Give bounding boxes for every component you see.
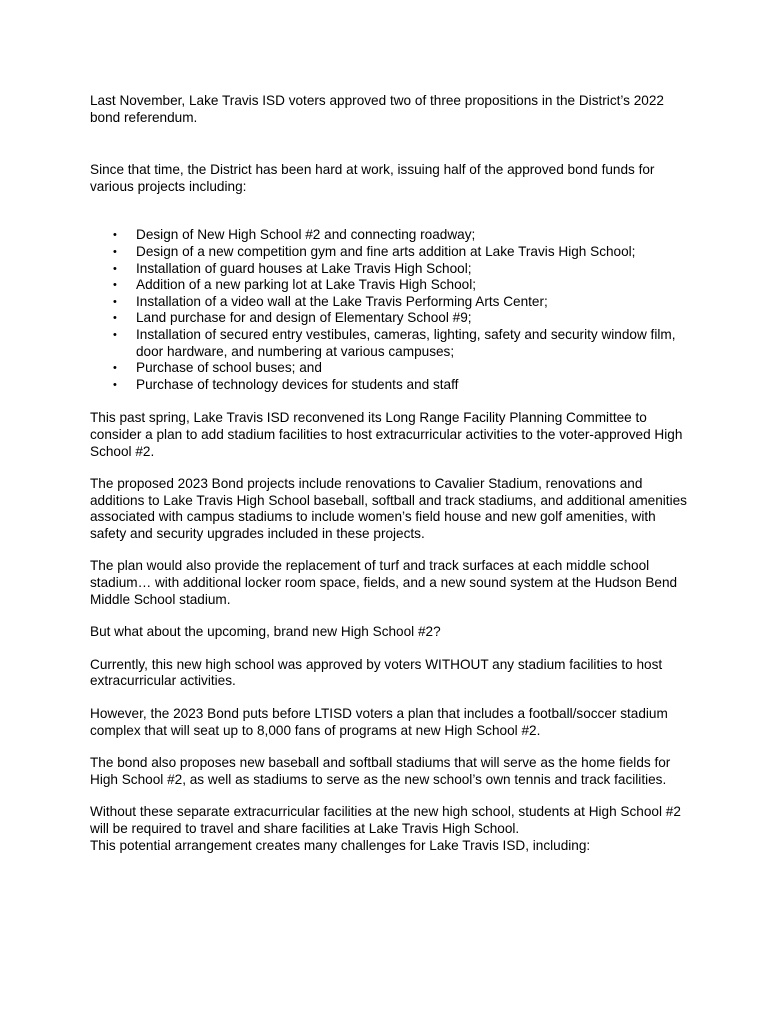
list-item-text: Purchase of technology devices for students and staff bbox=[136, 376, 459, 392]
bullet-icon: • bbox=[113, 262, 117, 275]
bullet-icon: • bbox=[113, 245, 117, 258]
list-item bbox=[90, 227, 690, 244]
list-item-text: Design of New High School #2 and connecting roadway; bbox=[136, 227, 476, 243]
middle-school-paragraph: The plan would also provide the replacement of turf and track surfaces at each middle school stadium… with additional locker room space, fields, and a new sound system at the Hudson Bend Middle School stadium. bbox=[90, 558, 678, 607]
list-item bbox=[90, 294, 690, 311]
list-item bbox=[90, 360, 690, 377]
list-item bbox=[90, 327, 690, 360]
list-item bbox=[90, 310, 690, 327]
projects-intro-paragraph: Since that time, the District has been hard at work, issuing half of the approved bond funds for various projects including: bbox=[90, 162, 655, 194]
list-item bbox=[90, 261, 690, 278]
bond-projects-paragraph: The proposed 2023 Bond projects include renovations to Cavalier Stadium, renovations and additions to Lake Travis High School baseball, softball and track stadiums, and additional amenities associated with campus stadiums to include women’s field house and new golf amenities, with safety and security upgrades included in these projects. bbox=[90, 476, 687, 541]
challenges-paragraph: This potential arrangement creates many challenges for Lake Travis ISD, including: bbox=[90, 837, 591, 853]
project-list bbox=[90, 227, 690, 393]
list-item-text: Land purchase for and design of Elementary School #9; bbox=[136, 310, 472, 326]
list-item bbox=[90, 244, 690, 261]
shared-facilities-paragraph: Without these separate extracurricular facilities at the new high school, students at High School #2 will be required to travel and share facilities at Lake Travis High School. bbox=[90, 804, 681, 836]
list-item bbox=[90, 277, 690, 294]
list-item-text: Design of a new competition gym and fine arts addition at Lake Travis High School; bbox=[136, 243, 636, 259]
baseball-softball-paragraph: The bond also proposes new baseball and softball stadiums that will serve as the home fields for High School #2, as well as stadiums to serve as the new school’s own tennis and track facilities. bbox=[90, 755, 671, 787]
question-paragraph: But what about the upcoming, brand new High School #2? bbox=[90, 624, 441, 640]
bullet-icon: • bbox=[113, 328, 117, 341]
list-item-text: Installation of a video wall at the Lake Travis Performing Arts Center; bbox=[136, 293, 548, 309]
stadium-complex-paragraph: However, the 2023 Bond puts before LTISD voters a plan that includes a football/soccer stadium complex that will seat up to 8,000 fans of programs at new High School #2. bbox=[90, 706, 668, 738]
committee-paragraph: This past spring, Lake Travis ISD reconvened its Long Range Facility Planning Committee to consider a plan to add stadium facilities to host extracurricular activities to the voter-approved High School #2. bbox=[90, 410, 683, 459]
bullet-icon: • bbox=[113, 362, 117, 375]
list-item bbox=[90, 377, 690, 394]
document-page bbox=[90, 93, 690, 854]
bullet-icon: • bbox=[113, 378, 117, 391]
bullet-icon: • bbox=[113, 312, 117, 325]
intro-paragraph: Last November, Lake Travis ISD voters approved two of three propositions in the District’s 2022 bond referendum. bbox=[90, 93, 664, 125]
list-item-text: Addition of a new parking lot at Lake Travis High School; bbox=[136, 277, 477, 293]
list-item-text: Installation of guard houses at Lake Travis High School; bbox=[136, 260, 472, 276]
bullet-icon: • bbox=[113, 229, 117, 242]
current-status-paragraph: Currently, this new high school was approved by voters WITHOUT any stadium facilities to host extracurricular activities. bbox=[90, 656, 663, 689]
bullet-icon: • bbox=[113, 295, 117, 308]
bullet-icon: • bbox=[113, 279, 117, 292]
list-item-text: Purchase of school buses; and bbox=[136, 360, 322, 376]
list-item-text: Installation of secured entry vestibules, cameras, lighting, safety and security window film, door hardware, and numbering at various campuses; bbox=[136, 326, 676, 359]
